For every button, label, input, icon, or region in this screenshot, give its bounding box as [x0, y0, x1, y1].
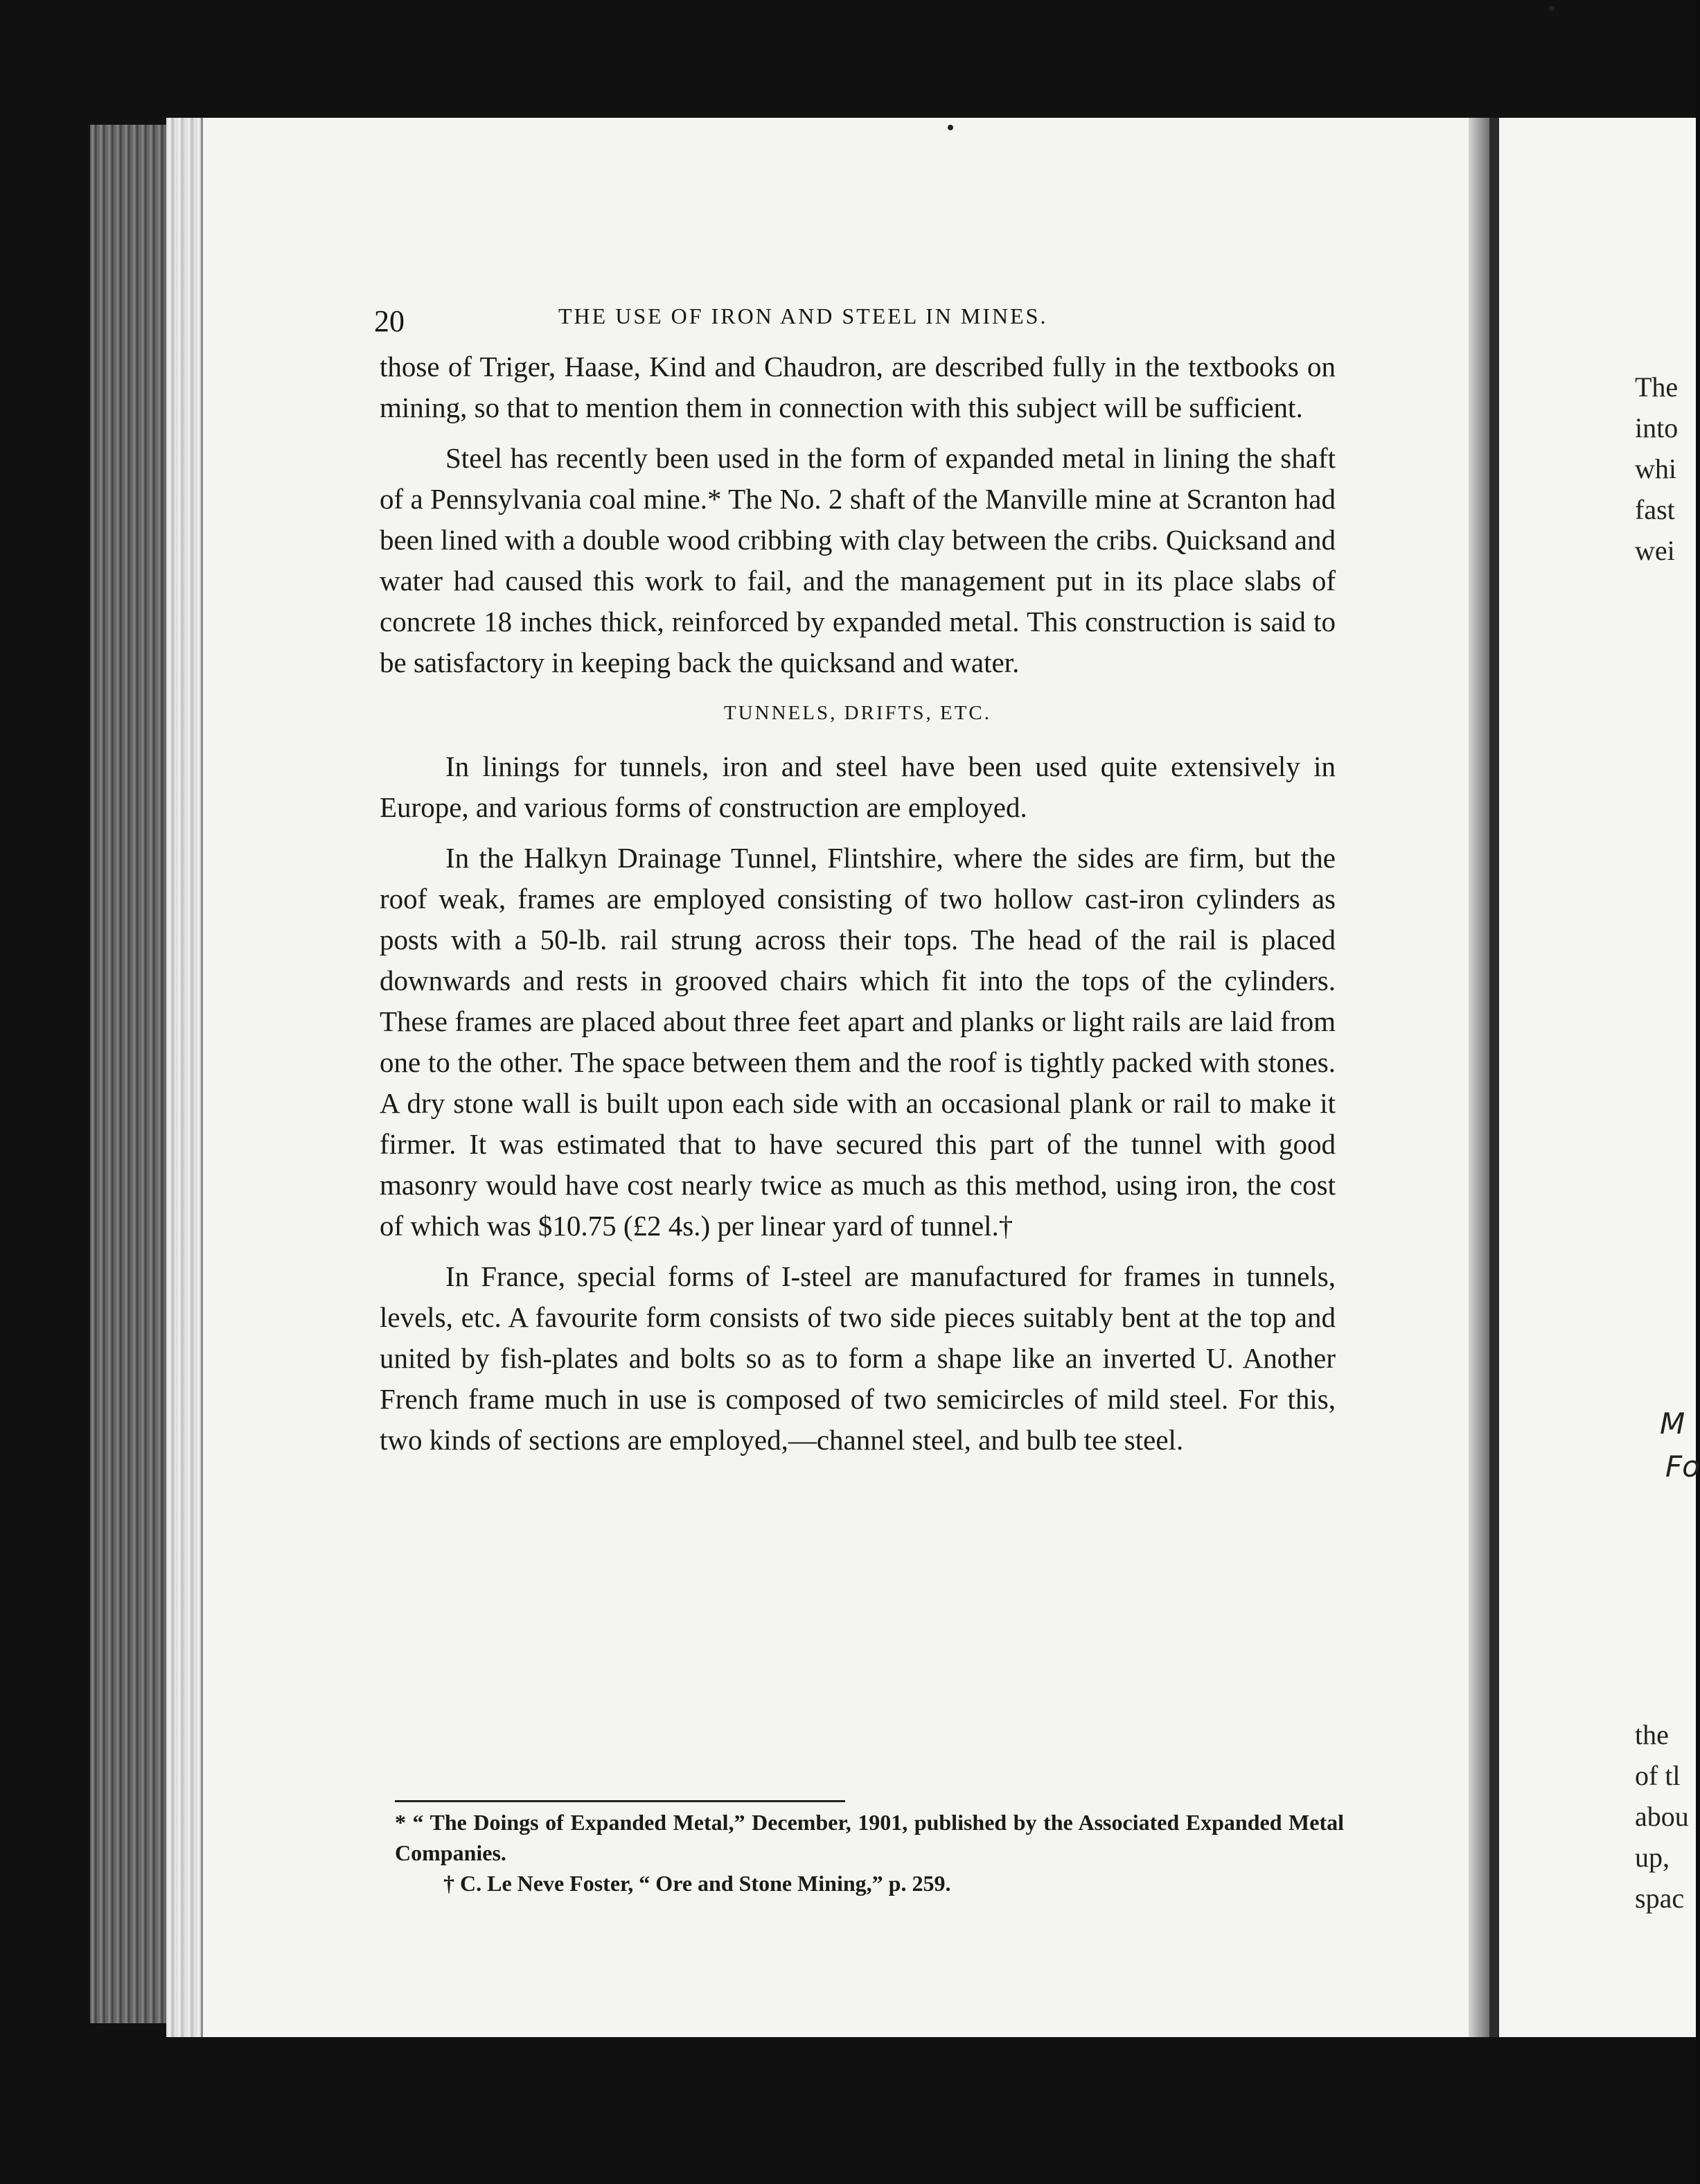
facing-page-fragment: the [1635, 1719, 1669, 1750]
footnotes [395, 1807, 1344, 1899]
facing-page-fragment: into [1635, 412, 1679, 443]
book-gutter [1469, 118, 1489, 2037]
page-number: 20 [374, 304, 405, 338]
footnote: * “ The Doings of Expanded Metal,” December, 1901, published by the Associated Expanded Metal Companies. [395, 1810, 1344, 1865]
paragraph: In the Halkyn Drainage Tunnel, Flintshire, where the sides are firm, but the roof weak, frames are employed consisting of two hollow cast-iron cylinders as posts with a 50-lb. rail strung across their tops. The head of the rail is placed downwards and rests in grooved chairs which fit into the tops of the cylinders. These frames are placed about three feet apart and planks or light rails are laid from one to the other. The space between them and the roof is tightly packed with stones. A dry stone wall is built upon each side with an occasional plank or rail to make it firmer. It was estimated that to have secured this part of the tunnel with good masonry would have cost nearly twice as much as this method, using iron, the cost of which was $10.75 (£2 4s.) per linear yard of tunnel.† [380, 842, 1336, 1242]
facing-page-fragment: whi [1635, 453, 1676, 484]
facing-page-fragment: fast [1635, 494, 1675, 525]
facing-page-fragment: M [1660, 1407, 1685, 1441]
facing-page-fragment: of tl [1635, 1760, 1681, 1791]
section-heading: TUNNELS, DRIFTS, ETC. [723, 702, 992, 724]
scan-speck [1549, 6, 1555, 11]
facing-page-fragment: abou [1635, 1801, 1689, 1832]
paragraph: Steel has recently been used in the form of expanded metal in lining the shaft of a Pennsylvania coal mine.* The No. 2 shaft of the Manville mine at Scranton had been lined with a double wood cribbing with clay between the cribs. Quicksand and water had caused this work to fail, and the management put in its place slabs of concrete 18 inches thick, reinforced by expanded metal. This construction is said to be satisfactory in keeping back the quicksand and water. [380, 442, 1336, 678]
running-title: THE USE OF IRON AND STEEL IN MINES. [558, 303, 1048, 328]
facing-page-fragment: up, [1635, 1842, 1670, 1873]
facing-page [1499, 118, 1700, 2037]
paragraph: In linings for tunnels, iron and steel have been used quite extensively in Europe, and various forms of construction are employed. [380, 750, 1336, 823]
facing-page-fragment: Fo [1665, 1450, 1700, 1483]
body-text [380, 346, 1336, 1470]
footnote: † C. Le Neve Foster, “ Ore and Stone Mining,” p. 259. [443, 1871, 951, 1896]
paragraph: In France, special forms of I-steel are manufactured for frames in tunnels, levels, etc. A favourite form consists of two side pieces suitably bent at the top and united by fish-plates and bolts so as to form a shape like an inverted U. Another French frame much in use is composed of two semicircles of mild steel. For this, two kinds of sections are employed,—channel steel, and bulb tee steel. [380, 1260, 1336, 1456]
facing-page-fragment: wei [1635, 535, 1675, 566]
facing-page-fragment: spac [1635, 1883, 1685, 1914]
scan-speck [948, 125, 953, 130]
running-head [374, 303, 1344, 345]
book-spine-shadow [1489, 118, 1499, 2037]
footnote-rule [395, 1800, 845, 1802]
facing-page-fragment: The [1635, 371, 1679, 403]
paragraph: those of Triger, Haase, Kind and Chaudron, are described fully in the textbooks on mining, so that to mention them in connection with this subject will be sufficient. [380, 351, 1336, 423]
